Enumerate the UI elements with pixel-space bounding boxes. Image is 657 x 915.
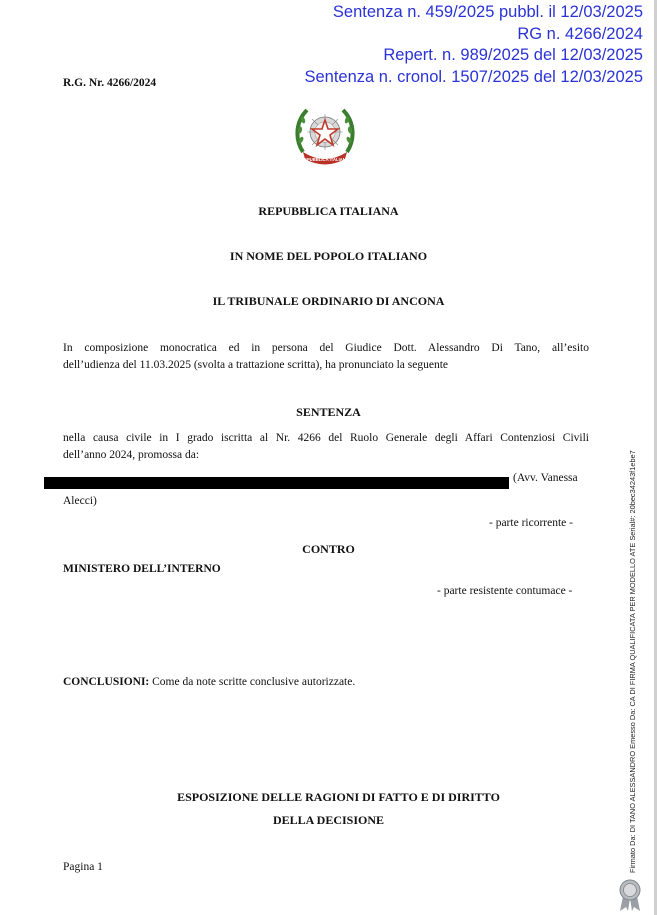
- esposizione-line-1: ESPOSIZIONE DELLE RAGIONI DI FATTO E DI DIRITTO: [177, 790, 500, 804]
- conclusioni-label: CONCLUSIONI:: [63, 676, 150, 688]
- conclusioni: [63, 676, 355, 688]
- role-plaintiff: - parte ricorrente -: [489, 517, 573, 529]
- role-defendant: - parte resistente contumace -: [437, 585, 573, 597]
- defendant-name: MINISTERO DELL’INTERNO: [63, 563, 221, 575]
- stamp-line-4: Sentenza n. cronol. 1507/2025 del 12/03/2025: [304, 68, 643, 86]
- title-tribunale: IL TRIBUNALE ORDINARIO DI ANCONA: [212, 294, 445, 308]
- digital-signature-seal-icon: [617, 878, 643, 912]
- esposizione-line-2: DELLA DECISIONE: [272, 813, 385, 827]
- counsel-continuation: Alecci): [63, 495, 97, 507]
- sentenza-line-1: nella causa civile in I grado iscritta al Nr. 4266 del Ruolo Generale degli Affari Contenziosi Civili: [63, 432, 589, 444]
- italian-republic-emblem-icon: [293, 100, 357, 168]
- contro-heading: CONTRO: [302, 542, 355, 556]
- title-popolo: IN NOME DEL POPOLO ITALIANO: [229, 249, 428, 263]
- title-repubblica: REPUBBLICA ITALIANA: [258, 204, 399, 218]
- sentenza-heading: SENTENZA: [296, 405, 361, 419]
- digital-signature-text: Firmato Da: DI TANO ALESSANDRO Emesso Da: CA DI FIRMA QUALIFICATA PER MODELLO ATE Serial#: 20bec34243f1ebe7: [628, 450, 637, 873]
- counsel-text: (Avv. Vanessa: [513, 472, 578, 484]
- intro-line-1: In composizione monocratica ed in persona del Giudice Dott. Alessandro Di Tano, all’esito: [63, 342, 589, 354]
- page-number: Pagina 1: [63, 861, 103, 873]
- stamp-line-1: Sentenza n. 459/2025 pubbl. il 12/03/2025: [332, 3, 643, 21]
- stamp-line-2: RG n. 4266/2024: [517, 25, 643, 43]
- sentenza-line-2: dell’anno 2024, promossa da:: [63, 449, 200, 461]
- stamp-line-3: Repert. n. 989/2025 del 12/03/2025: [383, 46, 643, 64]
- svg-text:REPUBBLICA ITALIANA: REPUBBLICA ITALIANA: [301, 157, 349, 162]
- redaction-bar: [44, 477, 509, 489]
- digital-signature-strip: [626, 435, 640, 875]
- conclusioni-text: Come da note scritte conclusive autorizzate.: [152, 676, 356, 688]
- intro-line-2: dell’udienza del 11.03.2025 (svolta a trattazione scritta), ha pronunciato la seguente: [63, 359, 449, 371]
- rg-number: R.G. Nr. 4266/2024: [63, 77, 157, 89]
